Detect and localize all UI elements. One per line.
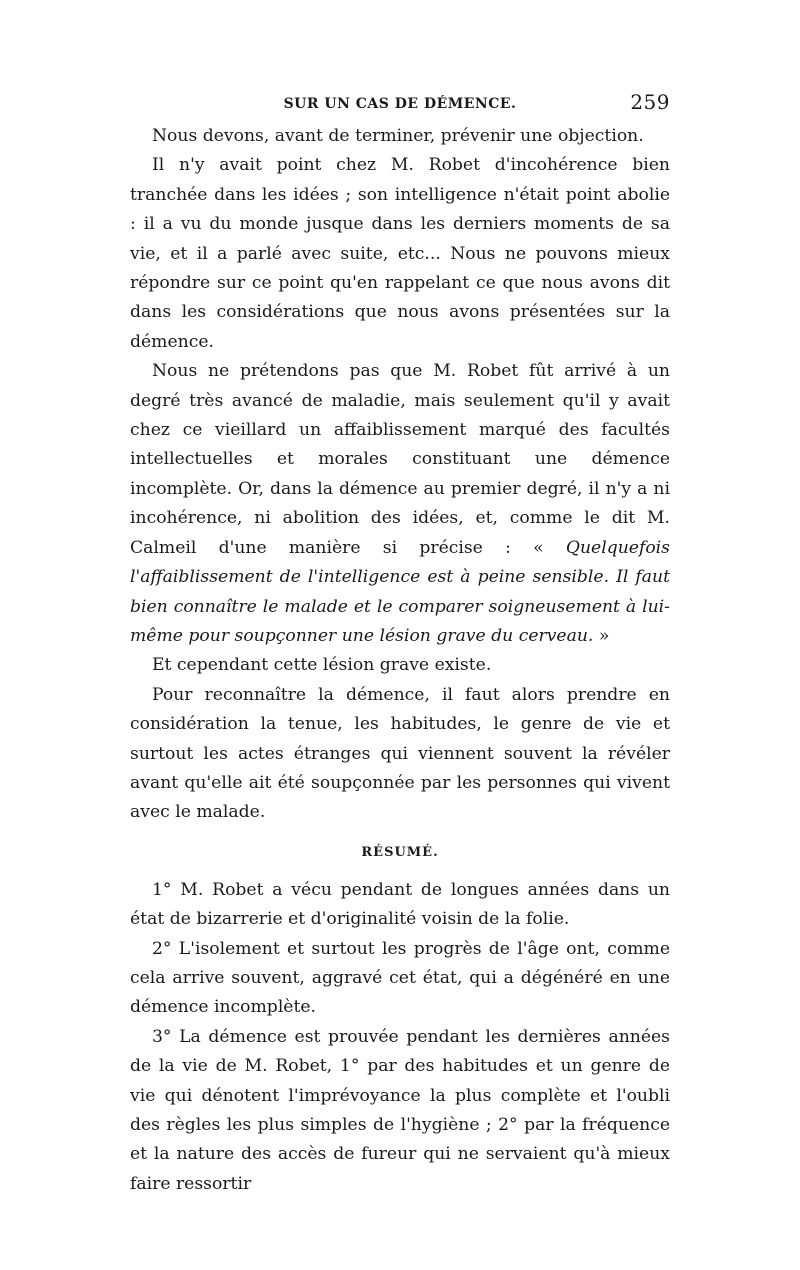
- quote-intro-text: Nous ne prétendons pas que M. Robet fût arrivé à un degré très avancé de maladie, mais seulement qu'il y avait chez ce vieillard un affaiblissement marqué des facultés intellectuelles et morales constituant une démence incomplète. Or, dans la démence au premier degré, il n'y a ni incohérence, ni abolition des idées, et, comme le dit M. Calmeil d'une manière si précise : «: [130, 361, 670, 558]
- calmeil-quote: Quelquefois l'affaiblissement de l'intelligence est à peine sensible. Il faut bien connaître le malade et le comparer soigneusement à lui-même pour soupçonner une lésion grave du cerveau.: [130, 537, 670, 646]
- paragraph-incoherence: Il n'y avait point chez M. Robet d'incohérence bien tranchée dans les idées ; son intelligence n'était point abolie : il a vu du monde jusque dans les derniers moments de sa vie, et il a parlé avec suite, etc... Nous ne pouvons mieux répondre sur ce point qu'en rappelant ce que nous avons dit dans les considérations que nous avons présentées sur la démence.: [130, 155, 670, 352]
- page-number: 259: [630, 90, 670, 114]
- summary-item: 1° M. Robet a vécu pendant de longues années dans un état de bizarrerie et d'originalité voisin de la folie.: [130, 879, 670, 930]
- running-title: SUR UN CAS DE DÉMENCE.: [283, 96, 517, 112]
- section-heading-resume: RÉSUMÉ.: [361, 844, 439, 860]
- summary-item: 2° L'isolement et surtout les progrès de l'âge ont, comme cela arrive souvent, aggravé cet état, qui a dégénéré en une démence incomplète.: [130, 938, 670, 1018]
- quote-close: »: [593, 625, 610, 646]
- running-head: [130, 88, 670, 122]
- paragraph-reconnaitre: Pour reconnaître la démence, il faut alors prendre en considération la tenue, les habitudes, le genre de vie et surtout les actes étranges qui viennent souvent la révéler avant qu'elle ait été soupçonnée par les personnes qui vivent avec le malade.: [130, 684, 670, 823]
- paragraph-quote: [130, 357, 670, 651]
- book-page: [130, 88, 670, 1199]
- paragraph-objection: Nous devons, avant de terminer, prévenir une objection.: [152, 126, 644, 146]
- paragraph-lesion: Et cependant cette lésion grave existe.: [152, 655, 492, 676]
- summary-item: 3° La démence est prouvée pendant les dernières années de la vie de M. Robet, 1° par des habitudes et un genre de vie qui dénotent l'imprévoyance la plus complète et l'oubli des règles les plus simples de l'hygiène ; 2° par la fréquence et la nature des accès de fureur qui ne servaient qu'à mieux faire ressortir: [130, 1026, 670, 1194]
